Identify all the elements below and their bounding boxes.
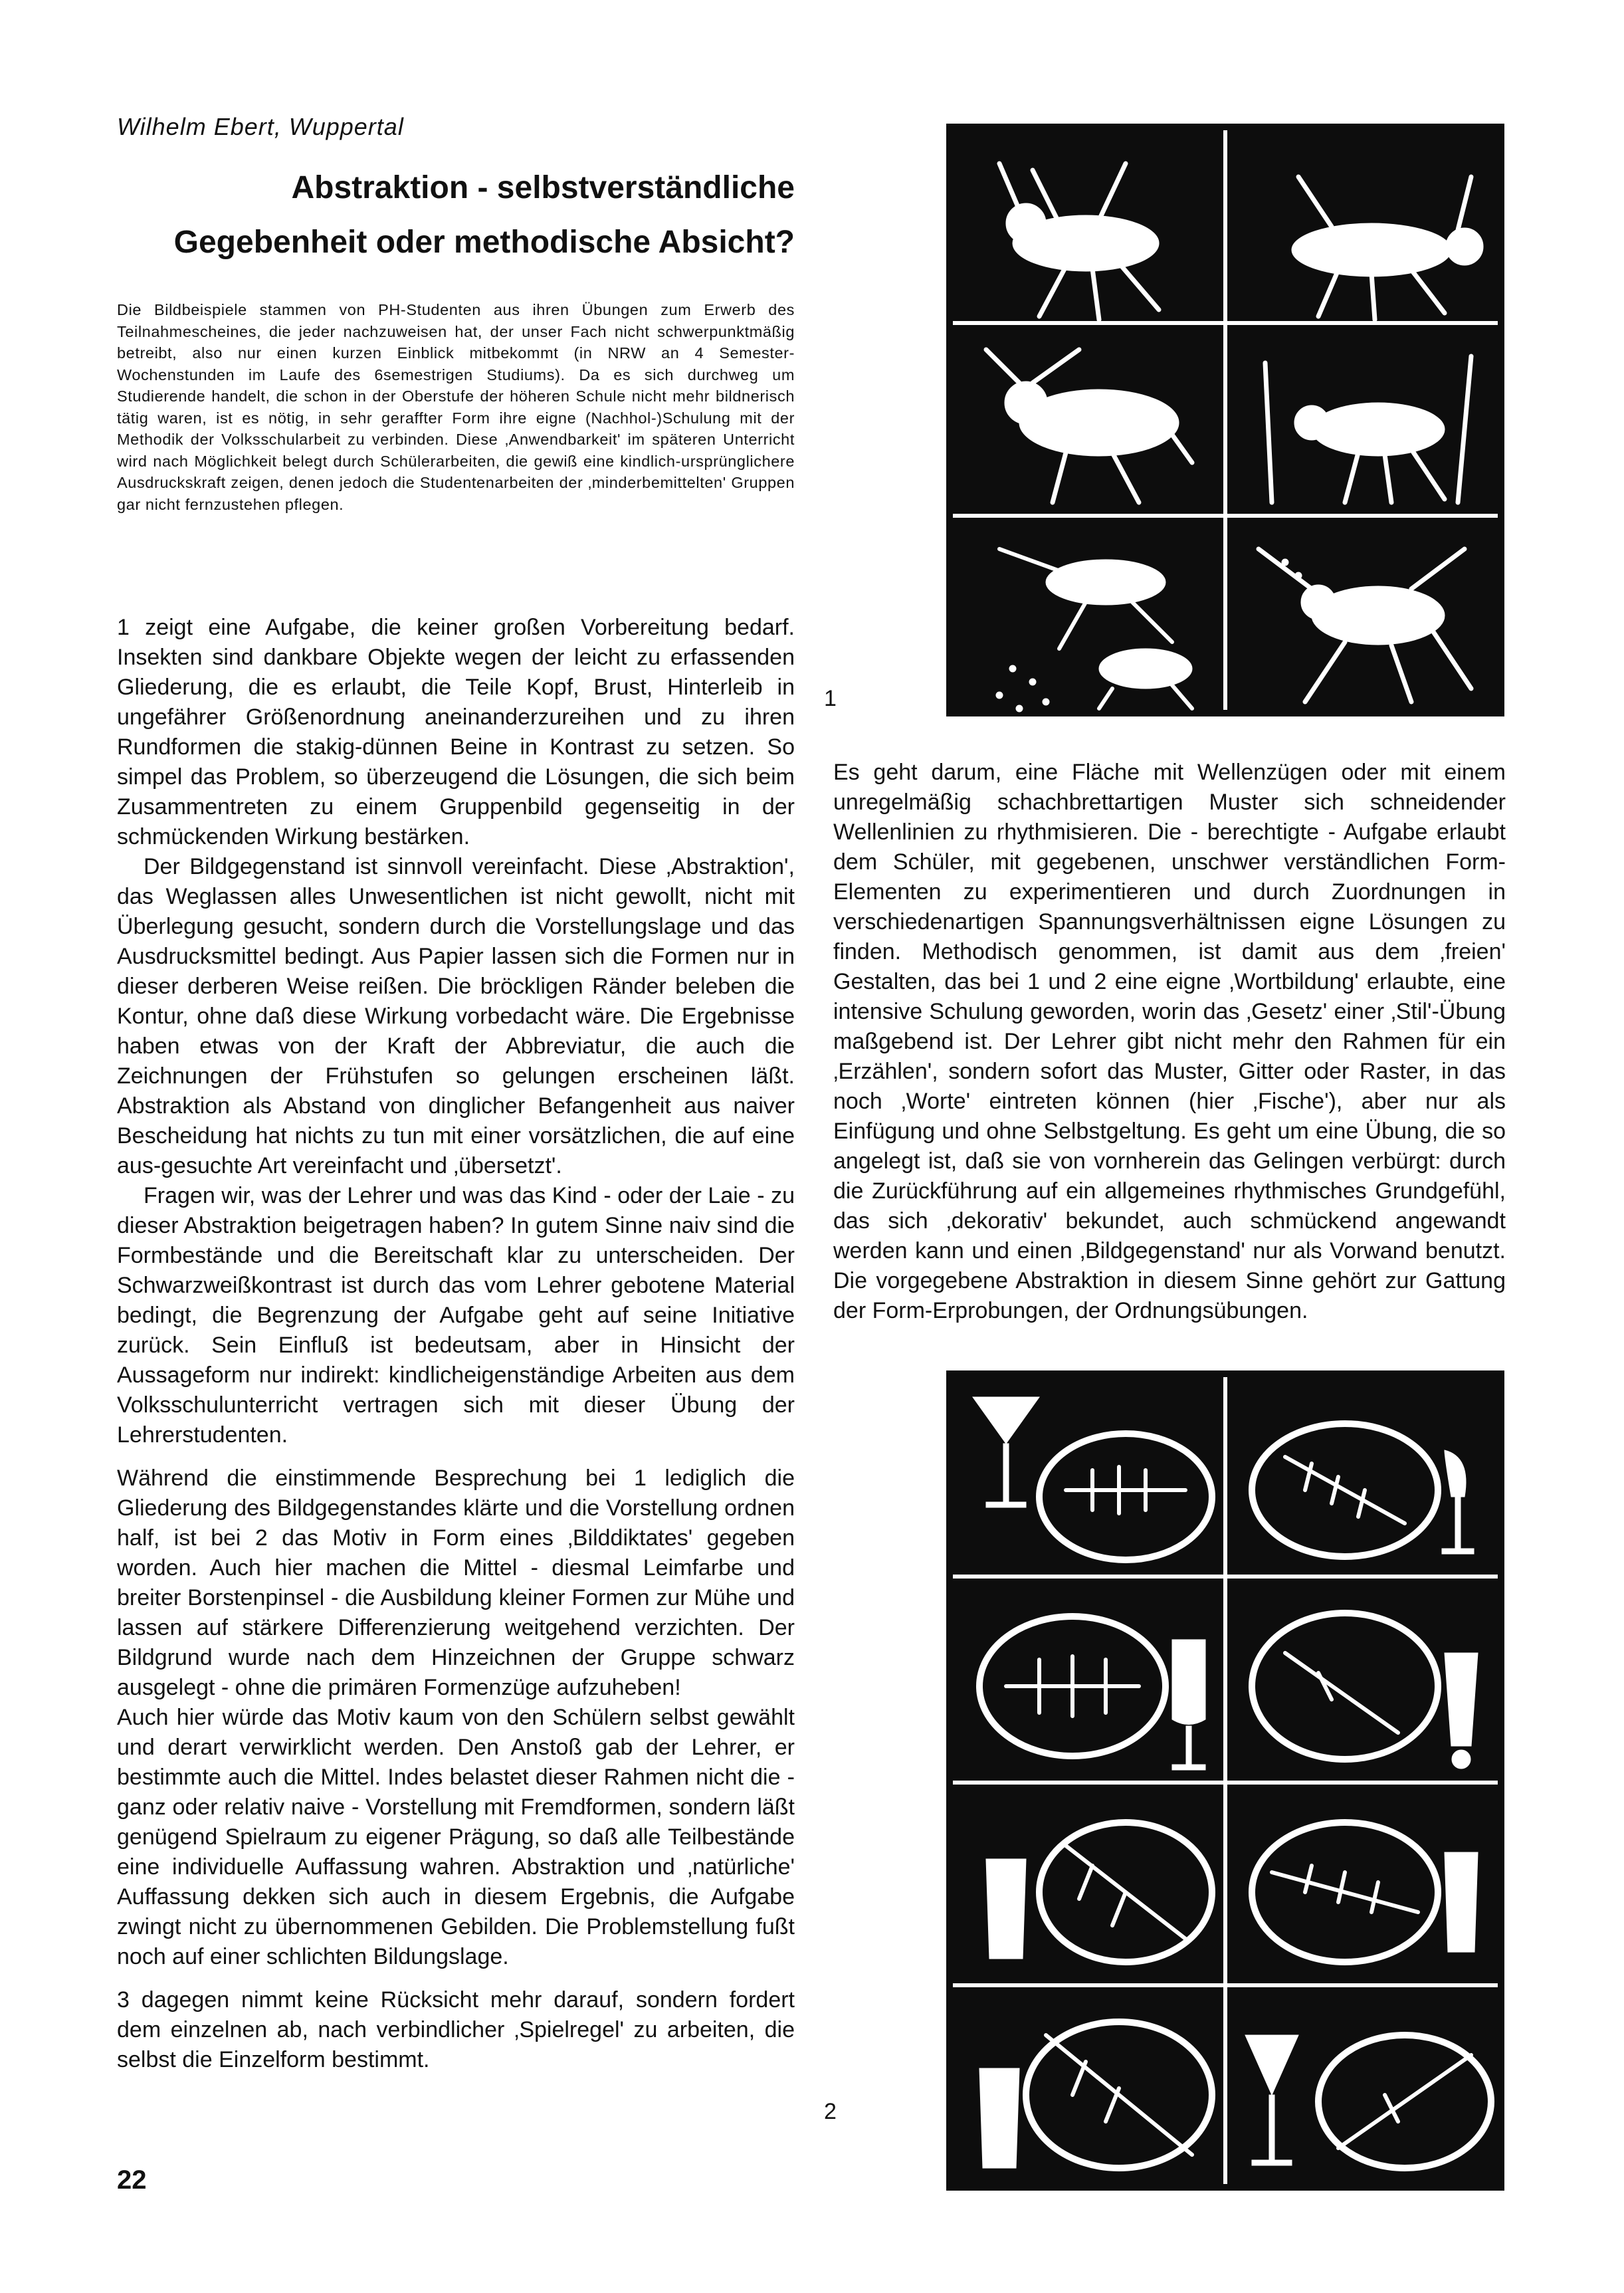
paragraph: Der Bildgegenstand ist sinnvoll vereinfacht. Diese ‚Abstraktion', das Weglassen alles Unwesentlichen ist nicht gewollt, nicht mit Überlegung gesucht, sondern durch die Vorstellungslage und das Ausdrucksmittel bedingt. Aus Papier lassen sich die Formen nur in dieser derberen Weise reißen. Die bröckligen Ränder beleben die Kontur, ohne daß diese Wirkung vorbedacht wäre. Die Ergebnisse haben etwas von der Kraft der Abbreviatur, die auch die Zeichnungen der Frühstufen so gelungen erscheinen läßt. Abstraktion als Abstand von dinglicher Befangenheit aus naiver Bescheidung hat nichts zu tun mit einer vorsätzlichen, die auf eine aus-gesuchte Art vereinfacht und ‚übersetzt'. xyxy=(117,854,795,1178)
fish-plates-illustration xyxy=(946,1370,1504,2191)
left-column xyxy=(117,613,795,2075)
paragraph: Es geht darum, eine Fläche mit Wellenzügen oder mit einem unregelmäßig schachbrettartigen Muster sich schneidender Wellenlinien zu rhythmisieren. Die - berechtigte - Aufgabe erlaubt dem Schüler, mit gegebenen, unschwer verständlichen Form-Elementen zu experimentieren und durch Zuordnungen in verschiedenartigen Spannungsverhältnissen eigne Lösungen zu finden. Methodisch genommen, ist damit aus dem ‚freien' Gestalten, das bei 1 und 2 eine eigne ‚Wortbildung' erlaubte, eine intensive Schulung geworden, worin das ‚Gesetz' einer ‚Stil'-Übung maßgebend ist. Der Lehrer gibt nicht mehr den Rahmen für ein ‚Erzählen', sondern sofort das Muster, Gitter oder Raster, in das noch ‚Worte' eintreten können (hier ‚Fische'), aber nur als Einfügung und ohne Selbstgeltung. Es geht um eine Übung, die so angelegt ist, daß sie von vornherein das Gelingen verbürgt: durch die Zurückführung auf ein allgemeines rhythmisches Grundgefühl, das sich ‚dekorativ' bekundet, auch schmückend angewandt werden kann und einen ‚Bildgegenstand' nur als Vorwand benutzt. Die vorgegebene Abstraktion in diesem Sinne gehört zur Gattung der Form-Erprobungen, der Ordnungsübungen. xyxy=(833,760,1506,1323)
insects-illustration xyxy=(946,124,1504,716)
paragraph: Während die einstimmende Besprechung bei 1 lediglich die Gliederung des Bildgegenstandes klärte und die Vorstellung ordnen half, ist bei 2 das Motiv in Form eines ‚Bilddiktates' gegeben worden. Auch hier machen die Mittel - diesmal Leimfarbe und breiter Borstenpinsel - die Ausbildung kleiner Formen zur Mühe und lassen auf stärkere Differenzierung weitgehend verzichten. Der Bildgrund wurde nach dem Hinzeichnen der Gruppe schwarz ausgelegt - ohne die primären Formenzüge aufzuheben! xyxy=(117,1466,795,1700)
figure-1-label: 1 xyxy=(824,686,837,711)
paragraph: 3 dagegen nimmt keine Rücksicht mehr darauf, sondern fordert dem einzelnen ab, nach verbindlicher ‚Spielregel' zu arbeiten, die selbst die Einzelform bestimmt. xyxy=(117,1987,795,2072)
page-number: 22 xyxy=(117,2165,147,2195)
figure-2-fish-plates xyxy=(946,1370,1504,2191)
right-column xyxy=(833,758,1506,1326)
figure-1-insects xyxy=(946,124,1504,716)
paragraph: 1 zeigt eine Aufgabe, die keiner großen Vorbereitung bedarf. Insekten sind dankbare Objekte wegen der leicht zu erfassenden Gliederung, die es erlaubt, die Teile Kopf, Brust, Hinterleib in ungefährer Größenordnung aneinanderzureihen und zu ihren Rundformen die stakig-dünnen Beine in Kontrast zu setzen. So simpel das Problem, so überzeugend die Lösungen, die sich beim Zusammentreten zu einem Gruppenbild gegenseitig in der schmückenden Wirkung bestärken. xyxy=(117,615,795,849)
intro-paragraph: Die Bildbeispiele stammen von PH-Studenten aus ihren Übungen zum Erwerb des Teilnahmescheines, die jeder nachzuweisen hat, der unser Fach nicht schwerpunktmäßig betreibt, also nur einen kurzen Einblick mitbekommt (in NRW an 4 Semester-Wochenstunden im Laufe des 6semestrigen Studiums). Da es sich durchweg um Studierende handelt, die schon in der Oberstufe der höheren Schule nicht mehr bildnerisch tätig waren, ist es nötig, in sehr geraffter Form ihre eigne (Nachhol-)Schulung mit der Methodik der Volksschularbeit zu verbinden. Diese ‚Anwendbarkeit' im späteren Unterricht wird nach Möglichkeit belegt durch Schülerarbeiten, die gewiß eine kindlich-ursprünglichere Ausdruckskraft zeigen, denen jedoch die Studentenarbeiten der ‚minderbemittelten' Gruppen gar nicht fernzustehen pflegen. xyxy=(117,301,795,513)
article-title xyxy=(117,161,795,270)
title-line-1: Abstraktion - selbstverständliche xyxy=(291,170,795,205)
figure-2-label: 2 xyxy=(824,2099,837,2124)
author-line: Wilhelm Ebert, Wuppertal xyxy=(117,113,404,140)
title-line-2: Gegebenheit oder methodische Absicht? xyxy=(173,225,795,260)
paragraph: Fragen wir, was der Lehrer und was das Kind - oder der Laie - zu dieser Abstraktion beigetragen haben? In gutem Sinne naiv sind die Formbestände und die Bereitschaft klar zu unterscheiden. Der Schwarzweißkontrast ist durch das vom Lehrer gebotene Material bedingt, die Begrenzung der Aufgabe geht auf seine Initiative zurück. Sein Einfluß ist bedeutsam, aber in Hinsicht der Aussageform nur indirekt: kindlicheigenständige Arbeiten aus dem Volksschulunterricht vertragen sich mit dieser Übung der Lehrerstudenten. xyxy=(117,1183,795,1448)
paragraph: Auch hier würde das Motiv kaum von den Schülern selbst gewählt und derart verwirklicht werden. Den Anstoß gab der Lehrer, er bestimmte auch die Mittel. Indes belastet dieser Rahmen nicht die - ganz oder relativ naive - Vorstellung mit Fremdformen, sondern läßt genügend Spielraum zu eigener Prägung, so daß alle Teilbestände eine individuelle Auffassung wahren. Abstraktion und ‚natürliche' Auffassung dekken sich auch in diesem Ergebnis, die Aufgabe zwingt nicht zu übernommenen Gebilden. Die Problemstellung fußt noch auf einer schlichten Bildungslage. xyxy=(117,1705,795,1969)
